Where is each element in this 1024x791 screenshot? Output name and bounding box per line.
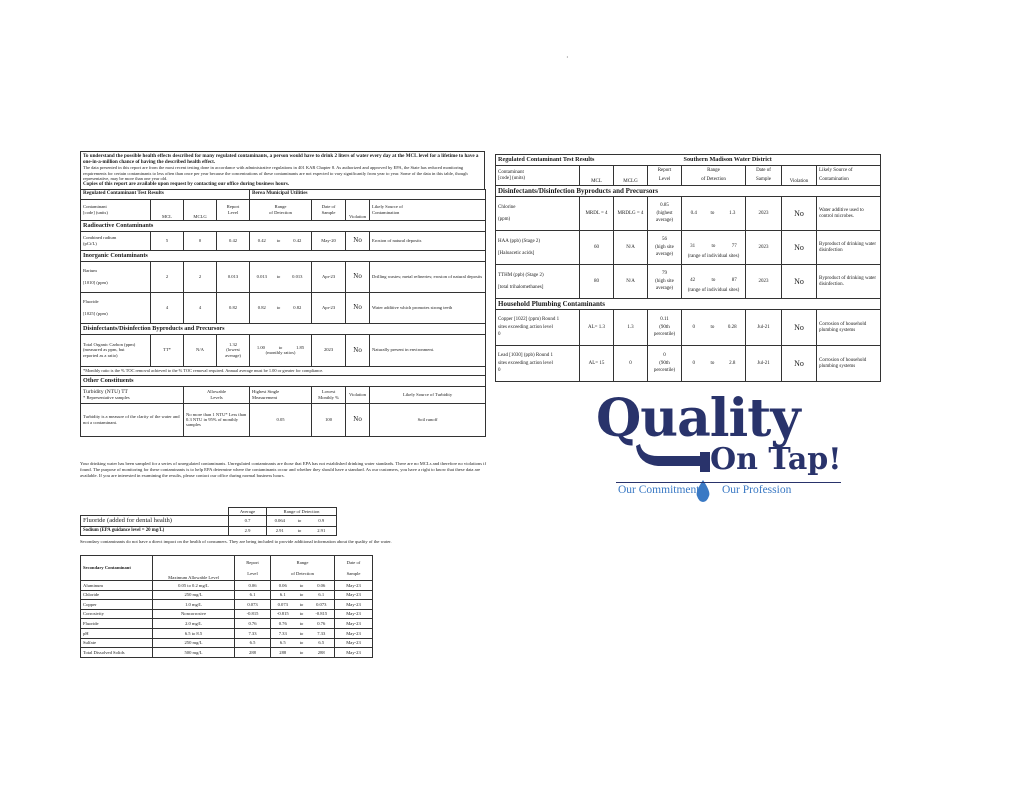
table-row: Copper 1.0 mg/L 0.073 0.073 to 0.073 May-23 — [81, 600, 373, 610]
intro-box — [80, 151, 485, 189]
table-row: Barium [1010] (ppm) 2 2 0.013 0.013 to 0.013 Apr-23 No Drilling wastes; metal refineries; erosion of natural deposits — [81, 261, 486, 292]
table-row: HAA (ppb) (Stage 2) [Haloacetic acids] 60 N/A 56 (high site average) 31 to 77 (range of individual sites) 2023 No Byproduct of drinking water disinfection — [496, 231, 881, 265]
dbp-section-title: Disinfectants/Disinfection Byproducts and Precursors — [496, 186, 881, 197]
tagline-right: Our Profession — [722, 484, 792, 496]
table-row: Total Dissolved Solids 500 mg/L 288 288 to 288 May-23 — [81, 648, 373, 658]
table-title: Regulated Contaminant Test Results — [81, 189, 250, 199]
inorganic-section-title: Inorganic Contaminants — [81, 250, 486, 261]
copies-note: Copies of this report are available upon request by contacting our office during business hours. — [83, 181, 290, 188]
table-row: pH 6.5 to 8.5 7.33 7.33 to 7.33 May-23 — [81, 628, 373, 638]
logo-on-tap-text: On Tap! — [710, 442, 842, 477]
header-row: Turbidity (NTU) TT * Representative samples Allowable Levels Highest Single Measurement Lowest Monthly % Violation Likely Source of Turbidity — [81, 386, 486, 403]
dbp-section-title: Disinfectants/Disinfection Byproducts and Precursors — [81, 323, 486, 334]
other-section-title: Other Constituents — [81, 375, 486, 386]
table-row: Chlorine (ppm) MRDL = 4 MRDLG = 4 0.85 (highest average) 0.4 to 1.3 2023 No Water additive used to control microbes. — [496, 197, 881, 231]
table-row: Sodium (EPA guidance level = 20 mg/L) 2.9 2.91 to 2.91 — [81, 527, 337, 536]
table-row: Chloride 250 mg/L 6.1 6.1 to 6.1 May-23 — [81, 590, 373, 600]
berea-results-panel — [80, 151, 485, 437]
stray-mark: · — [566, 53, 569, 62]
table-row: Fluoride (added for dental health) 0.7 0.064 to 0.9 — [81, 516, 337, 527]
plumbing-section-title: Household Plumbing Contaminants — [496, 299, 881, 310]
table-title: Regulated Contaminant Test Results — [496, 155, 682, 166]
header-row: Contaminant [code] (units) MCL MCLG Report Level Range of Detection Date of Sample Violation Likely Source of Contamination — [496, 166, 881, 186]
table-row: Fluoride 2.0 mg/L 0.76 0.76 to 0.76 May-23 — [81, 619, 373, 629]
logo-quality-text: Quality — [596, 388, 800, 449]
table-row: Turbidity is a measure of the clarity of the water and not a contaminant. No more than 1 NTU* Less than 0.3 NTU in 95% of monthly samples 0.05 100 No Soil runoff — [81, 403, 486, 436]
table-row: Copper [1022] (ppm) Round 1 sites exceeding action level 0 AL= 1.3 1.3 0.11 (90th percentile) 0 to 0.28 Jul-21 No Corrosion of household plumbing systems — [496, 310, 881, 346]
table-row: Aluminum 0.05 to 0.2 mg/L 0.06 0.06 to 0.06 May-23 — [81, 581, 373, 591]
table-row: Corrosivity Noncorrosive -0.815 -0.815 to -0.815 May-23 — [81, 609, 373, 619]
southern-madison-table — [495, 154, 881, 382]
table-row: Fluoride [1025] (ppm) 4 4 0.82 0.82 to 0.82 Apr-23 No Water additive which promotes strong teeth — [81, 292, 486, 323]
health-effects-heading: To understand the possible health effects described for many regulated contaminants, a person would have to drink 2 liters of water every day at the MCL level for a lifetime to have a one-in-a-million chance of having the described health effect. — [83, 153, 479, 166]
berea-contaminant-table — [80, 189, 486, 437]
utility-name: Southern Madison Water District — [682, 155, 881, 166]
table-row: Total Organic Carbon (ppm) (measured as ppm, but reported as a ratio) TT* N/A 1.32 (lowest average) 1.00 to 1.85 (monthly ratios) 2023 No Naturally present in environment. — [81, 334, 486, 366]
header-row: Secondary Contaminant Maximum Allowable Level Report Level Range of Detection Date of Sample — [81, 556, 373, 581]
radioactive-section-title: Radioactive Contaminants — [81, 220, 486, 231]
utility-name: Berea Municipal Utilities — [250, 189, 486, 199]
tagline-rule — [616, 482, 841, 483]
secondary-note: Secondary contaminants do not have a direct impact on the health of consumers. They are being included to provide additional information about the quality of the water. — [80, 539, 392, 544]
fluoride-sodium-table: Average Range of Detection Fluoride (added for dental health) 0.7 0.064 to 0.9 Sodium (EPA guidance level = 20 mg/L) 2.9 2.91 to 2.91 — [80, 507, 337, 536]
intro-body: The data presented in this report are from the most recent testing done in accordance with administrative regulations in 401 KAR Chapter 8. As authorized and approved by EPA, the State has reduced monitoring requirements for certain contaminants to less often than once per year because the concentrations of these contaminants are not expected to vary significantly from year to year. Some of the data in this table, though representative, may be more than one year old. — [83, 165, 468, 181]
tagline-left: Our Commitment — [618, 484, 700, 496]
table-row: Combined radium (pCi/L) 5 0 0.42 0.42 to 0.42 May-20 No Erosion of natural deposits — [81, 231, 486, 250]
table-row: Lead [1030] (ppb) Round 1 sites exceeding action level 0 AL= 15 0 0 (90th percentile) 0 to 2.8 Jul-21 No Corrosion of household plumbing systems — [496, 346, 881, 382]
secondary-contaminant-table — [80, 555, 373, 658]
unregulated-note: Your drinking water has been sampled for a series of unregulated contaminants. Unregulated contaminants are those that EPA has not established drinking water standards. There are no MCLs and therefore no violations if found. The purpose of monitoring for these contaminants is to help EPA determine where the contaminants occur and whether they should have a standard. As our customers, you have a right to know that these data are available. If you are interested in examining the results, please contact our office during normal business hours. — [80, 461, 486, 478]
quality-on-tap-logo — [596, 388, 846, 518]
table-row: Sulfate 250 mg/L 6.5 6.5 to 6.5 May-23 — [81, 638, 373, 648]
header-row: Contaminant [code] (units) MCL MCLG Report Level Range of Detection Date of Sample Violation Likely Source of Contamination — [81, 199, 486, 220]
toc-footnote: *Monthly ratio is the % TOC removal achieved to the % TOC removal required. Annual average must be 1.00 or greater for compliance. — [81, 366, 486, 375]
table-row: TTHM (ppb) (Stage 2) [total trihalomethanes] 80 N/A 79 (high site average) 42 to 87 (range of individual sites) 2023 No Byproduct of drinking water disinfection. — [496, 265, 881, 299]
